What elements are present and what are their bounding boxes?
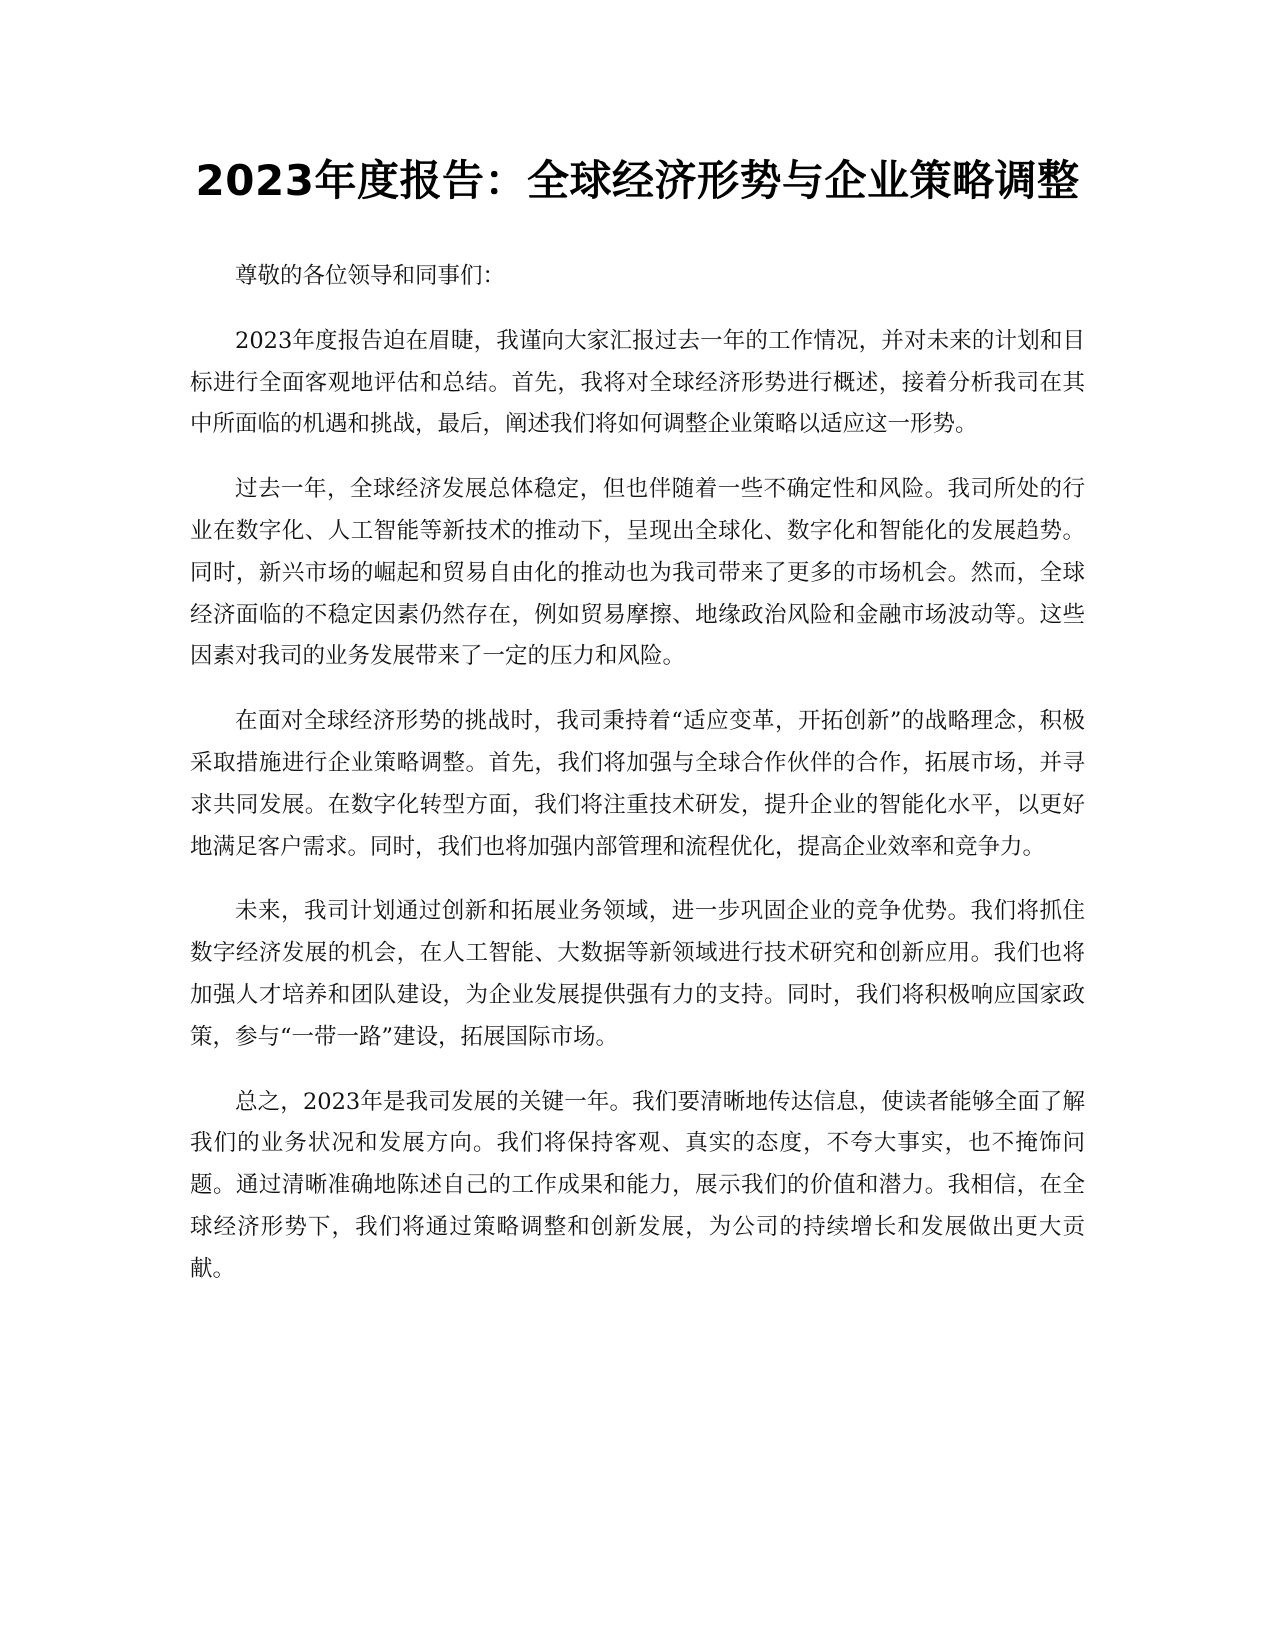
- document-body: [190, 256, 1085, 1291]
- paragraph-global-economy: 过去一年，全球经济发展总体稳定，但也伴随着一些不确定性和风险。我司所处的行业在数字化、人工智能等新技术的推动下，呈现出全球化、数字化和智能化的发展趋势。同时，新兴市场的崛起和贸易自由化的推动也为我司带来了更多的市场机会。然而，全球经济面临的不稳定因素仍然存在，例如贸易摩擦、地缘政治风险和金融市场波动等。这些因素对我司的业务发展带来了一定的压力和风险。: [190, 476, 1085, 670]
- paragraph-strategy-adjustment: 在面对全球经济形势的挑战时，我司秉持着“适应变革，开拓创新”的战略理念，积极采取措施进行企业策略调整。首先，我们将加强与全球合作伙伴的合作，拓展市场，并寻求共同发展。在数字化转型方面，我们将注重技术研发，提升企业的智能化水平，以更好地满足客户需求。同时，我们也将加强内部管理和流程优化，提高企业效率和竞争力。: [190, 708, 1085, 860]
- salutation: 尊敬的各位领导和同事们：: [235, 263, 506, 289]
- paragraph-conclusion: 总之，2023年是我司发展的关键一年。我们要清晰地传达信息，使读者能够全面了解我们的业务状况和发展方向。我们将保持客观、真实的态度，不夸大事实，也不掩饰问题。通过清晰准确地陈述自己的工作成果和能力，展示我们的价值和潜力。我相信，在全球经济形势下，我们将通过策略调整和创新发展，为公司的持续增长和发展做出更大贡献。: [190, 1088, 1085, 1282]
- paragraph-intro: 2023年度报告迫在眉睫，我谨向大家汇报过去一年的工作情况，并对未来的计划和目标进行全面客观地评估和总结。首先，我将对全球经济形势进行概述，接着分析我司在其中所面临的机遇和挑战，最后，阐述我们将如何调整企业策略以适应这一形势。: [190, 327, 1085, 438]
- document-title: 2023年度报告：全球经济形势与企业策略调整: [195, 156, 1080, 205]
- paragraph-future-plan: 未来，我司计划通过创新和拓展业务领域，进一步巩固企业的竞争优势。我们将抓住数字经济发展的机会，在人工智能、大数据等新领域进行技术研究和创新应用。我们也将加强人才培养和团队建设，为企业发展提供强有力的支持。同时，我们将积极响应国家政策，参与“一带一路”建设，拓展国际市场。: [190, 898, 1085, 1050]
